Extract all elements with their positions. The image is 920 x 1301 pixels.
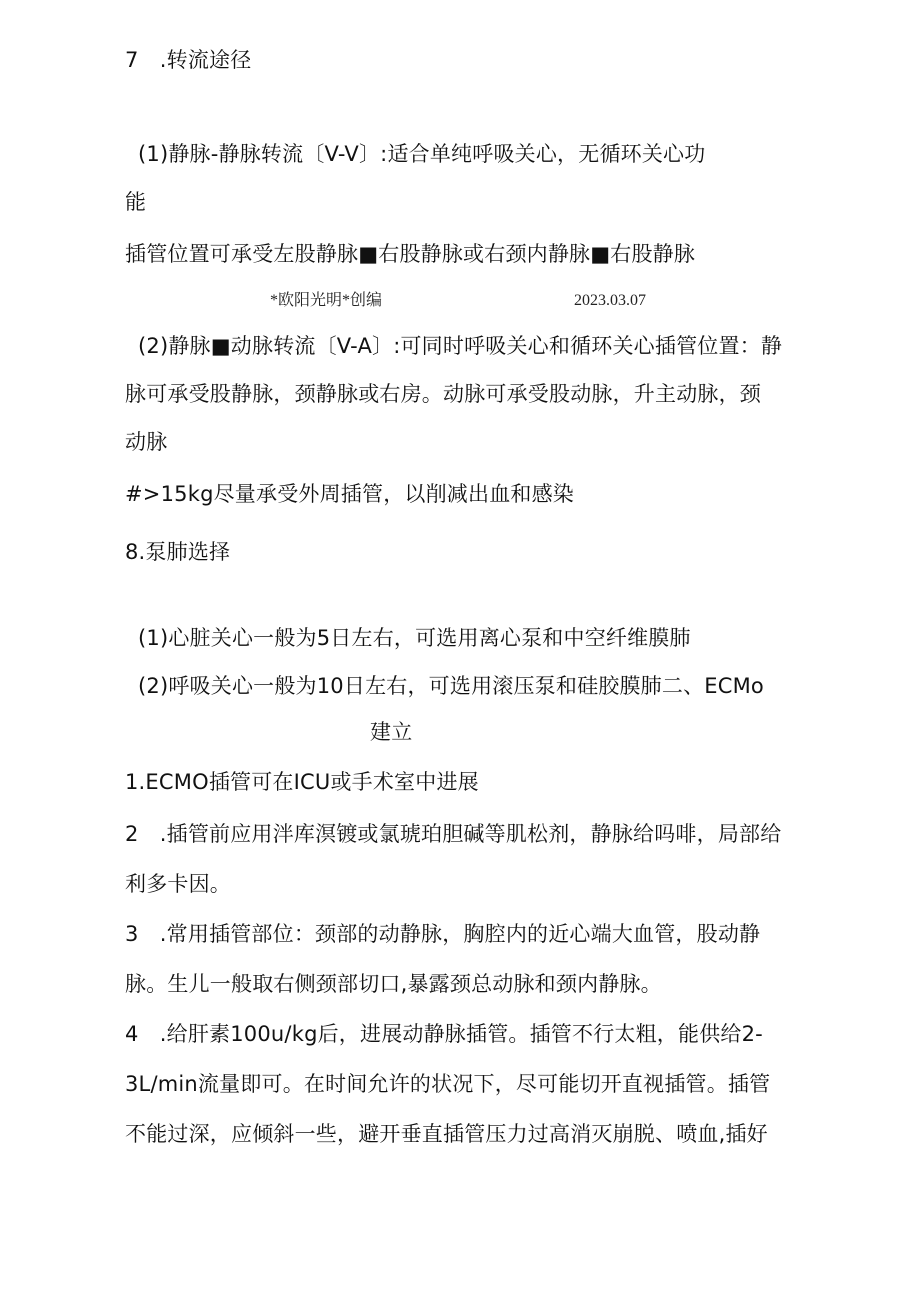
list-item: 3 .常用插管部位：颈部的动静脉，胸腔内的近心端大血管，股动静 <box>125 922 761 946</box>
section-heading-7: 7 .转流途径 <box>125 48 252 72</box>
paragraph-line: (1)静脉-静脉转流〔V-V〕:适合单纯呼吸关心，无循环关心功 <box>138 142 706 166</box>
watermark-date: 2023.03.07 <box>574 292 646 309</box>
paragraph-line: (2)呼吸关心一般为10日左右，可选用滚压泵和硅胶膜肺二、ECMo <box>138 674 764 698</box>
paragraph-line: (2)静脉■动脉转流〔V-A〕:可同时呼吸关心和循环关心插管位置：静 <box>138 334 783 358</box>
list-item: 2 .插管前应用泮库溟镀或氯琥珀胆碱等肌松剂，静脉给吗啡，局部给 <box>125 822 782 846</box>
paragraph-line: 插管位置可承受左股静脉■右股静脉或右颈内静脉■右股静脉 <box>125 242 696 266</box>
paragraph-line: 脉。生儿一般取右侧颈部切口,暴露颈总动脉和颈内静脉。 <box>125 972 662 996</box>
paragraph-line: 能 <box>125 190 147 214</box>
list-item: 4 .给肝素100u/kg后，进展动静脉插管。插管不行太粗，能供给2- <box>125 1022 763 1046</box>
paragraph-line: 动脉 <box>125 430 168 454</box>
section-heading-establish: 建立 <box>370 720 413 744</box>
paragraph-line: #>15kg尽量承受外周插管，以削减出血和感染 <box>125 482 575 506</box>
section-heading-8: 8.泵肺选择 <box>125 540 231 564</box>
paragraph-line: (1)心脏关心一般为5日左右，可选用离心泵和中空纤维膜肺 <box>138 626 691 650</box>
paragraph-line: 不能过深，应倾斜一些，避开垂直插管压力过高消灭崩脱、喷血,插好 <box>125 1122 768 1146</box>
paragraph-line: 3L/min流量即可。在时间允许的状况下，尽可能切开直视插管。插管 <box>125 1072 771 1096</box>
watermark-author: *欧阳光明*创编 <box>270 292 383 309</box>
list-item: 1.ECMO插管可在ICU或手术室中进展 <box>125 770 479 794</box>
paragraph-line: 利多卡因。 <box>125 872 231 896</box>
paragraph-line: 脉可承受股静脉，颈静脉或右房。动脉可承受股动脉，升主动脉，颈 <box>125 382 761 406</box>
